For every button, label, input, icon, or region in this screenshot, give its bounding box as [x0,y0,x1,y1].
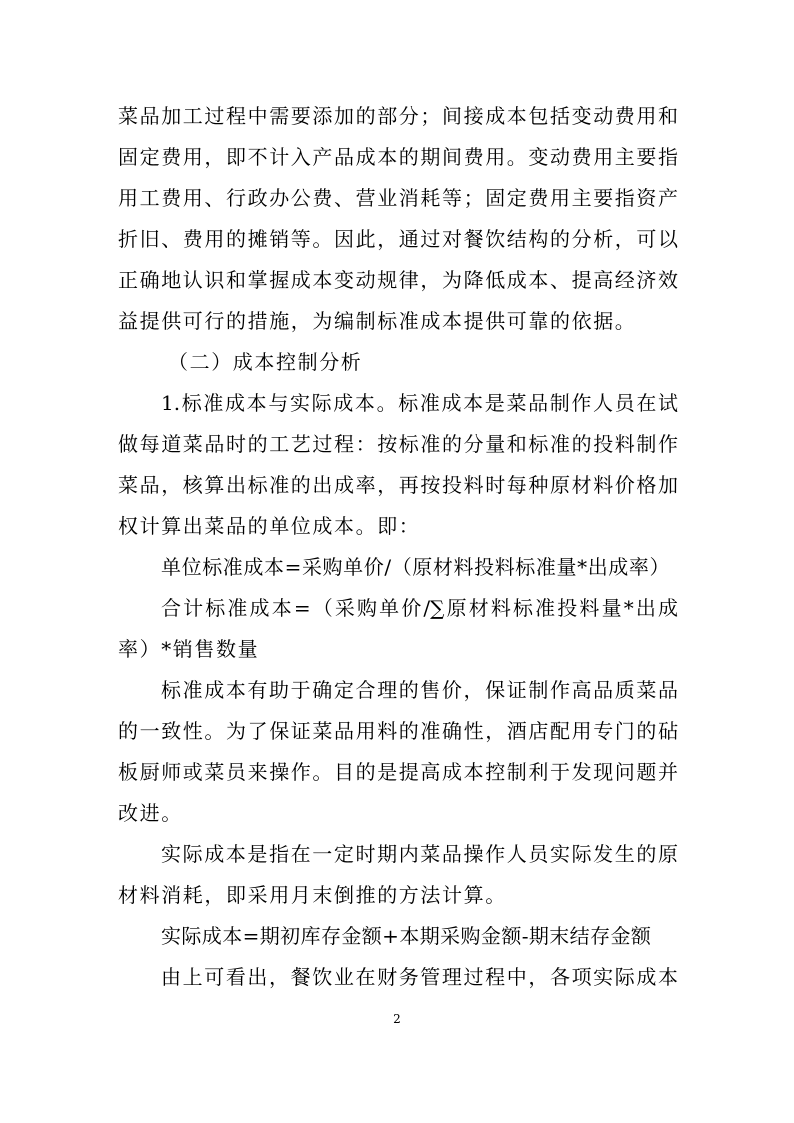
text-line: 改进。 [118,801,183,825]
text-line: 菜品，核算出标准的出成率，再按投料时每种原材料价格加 [118,473,678,497]
text-line: 菜品加工过程中需要添加的部分；间接成本包括变动费用和 [118,104,678,128]
text-line: 做每道菜品时的工艺过程：按标准的分量和标准的投料制作 [118,432,678,456]
text-line: 权计算出菜品的单位成本。即： [118,514,421,538]
text-line: 1.标准成本与实际成本。标准成本是菜品制作人员在试 [161,391,678,415]
text-line: 实际成本是指在一定时期内菜品操作人员实际发生的原 [161,842,678,866]
page-number: 2 [393,1012,401,1026]
text-line: 由上可看出，餐饮业在财务管理过程中，各项实际成本 [161,965,678,989]
text-line: 标准成本有助于确定合理的售价，保证制作高品质菜品 [161,678,678,702]
section-heading: （二）成本控制分析 [168,350,363,374]
formula-line: 实际成本=期初库存金额+本期采购金额-期末结存金额 [161,924,652,948]
text-line: 板厨师或菜员来操作。目的是提高成本控制利于发现问题并 [118,760,678,784]
formula-line: 合计标准成本=（采购单价/∑原材料标准投料量*出成 [161,596,678,620]
body-text [118,96,678,998]
formula-line: 率）*销售数量 [118,637,260,661]
text-line: 材料消耗，即采用月末倒推的方法计算。 [118,883,507,907]
formula-line: 单位标准成本=采购单价/（原材料投料标准量*出成率） [161,555,671,579]
text-line: 用工费用、行政办公费、营业消耗等；固定费用主要指资产 [118,186,678,210]
text-line: 固定费用，即不计入产品成本的期间费用。变动费用主要指 [118,145,678,169]
text-line: 的一致性。为了保证菜品用料的准确性，酒店配用专门的砧 [118,719,678,743]
text-line: 正确地认识和掌握成本变动规律，为降低成本、提高经济效 [118,268,678,292]
text-line: 益提供可行的措施，为编制标准成本提供可靠的依据。 [118,309,637,333]
text-line: 折旧、费用的摊销等。因此，通过对餐饮结构的分析，可以 [118,227,678,251]
